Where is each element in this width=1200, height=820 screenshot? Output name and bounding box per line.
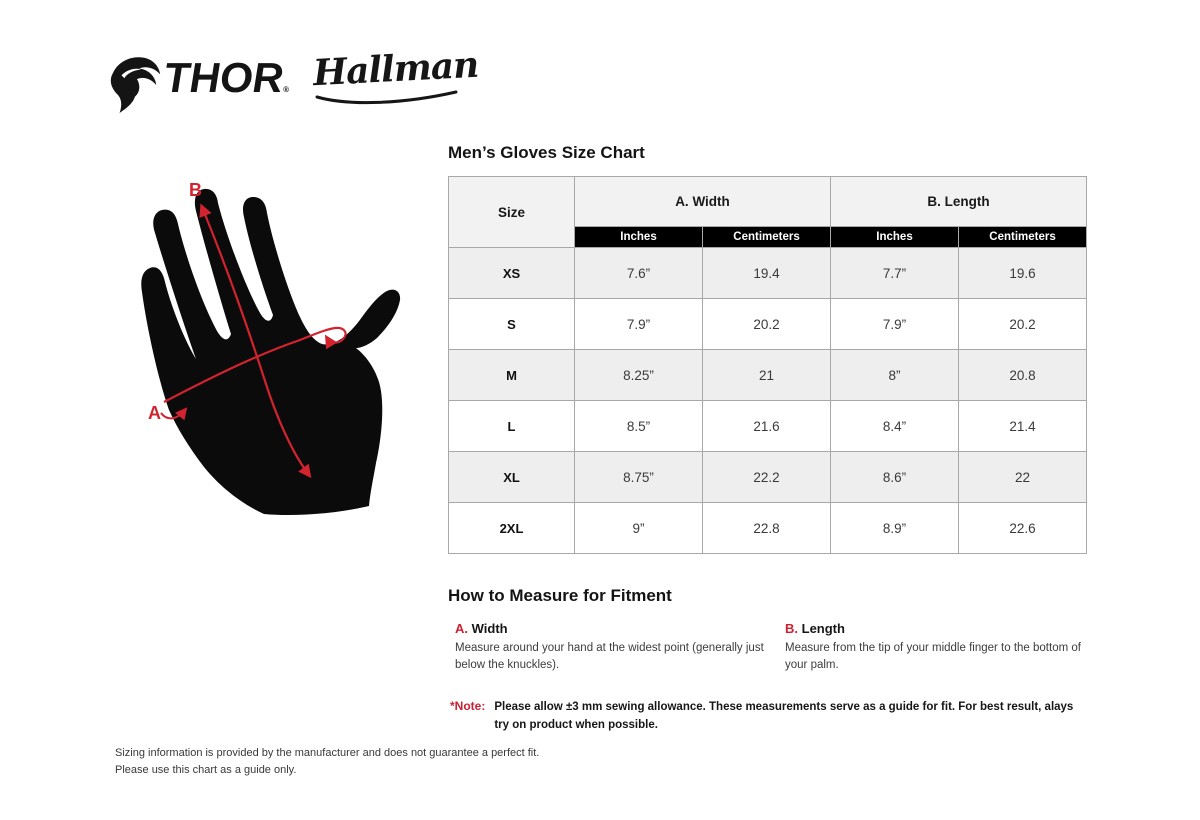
size-table-head [449,177,1087,248]
measure-width-heading [455,621,778,636]
note-row [448,699,1086,735]
measure-width-letter: A. [455,621,468,636]
table-row [449,350,1087,401]
hallman-logo [311,43,480,110]
figure-label-b: B [189,180,202,200]
col-header-length-inches: Inches [831,227,959,248]
measure-width-section [448,621,778,673]
thor-goat-icon [106,53,164,115]
value-cell: 19.6 [959,248,1087,299]
size-table-body [449,248,1087,554]
value-cell: 22.2 [703,452,831,503]
thor-logo [106,46,289,122]
size-cell: XS [449,248,575,299]
value-cell: 8.5” [575,401,703,452]
thor-wordmark: THOR® [162,54,290,101]
brand-row [106,43,480,122]
size-chart-table [448,176,1087,554]
value-cell: 20.2 [703,299,831,350]
measure-length-section [778,621,1086,673]
table-row [449,401,1087,452]
hallman-wordmark: Hallman [311,43,480,95]
how-to-measure-columns [448,621,1086,673]
value-cell: 19.4 [703,248,831,299]
measure-length-description: Measure from the tip of your middle finger to the bottom of your palm. [785,642,1081,671]
size-cell: S [449,299,575,350]
how-to-measure-title: How to Measure for Fitment [448,586,672,605]
hallman-flourish [311,90,461,108]
value-cell: 8.6” [831,452,959,503]
value-cell: 20.8 [959,350,1087,401]
col-header-width: A. Width [575,177,831,227]
size-cell: 2XL [449,503,575,554]
value-cell: 21.4 [959,401,1087,452]
size-cell: L [449,401,575,452]
table-row [449,299,1087,350]
value-cell: 22 [959,452,1087,503]
table-row [449,503,1087,554]
footer-line-2: Please use this chart as a guide only. [115,764,297,777]
value-cell: 8.25” [575,350,703,401]
value-cell: 21.6 [703,401,831,452]
glove-measurement-figure [115,148,450,580]
col-header-width-inches: Inches [575,227,703,248]
col-header-width-centimeters: Centimeters [703,227,831,248]
value-cell: 8.75” [575,452,703,503]
note-label: *Note: [450,699,486,714]
value-cell: 7.9” [575,299,703,350]
footer-disclaimer [115,745,539,779]
value-cell: 22.6 [959,503,1087,554]
value-cell: 7.9” [831,299,959,350]
value-cell: 8.9” [831,503,959,554]
value-cell: 21 [703,350,831,401]
size-cell: XL [449,452,575,503]
col-header-length-centimeters: Centimeters [959,227,1087,248]
table-row [449,452,1087,503]
measure-width-description: Measure around your hand at the widest point (generally just below the knuckles). [455,642,764,671]
registered-mark: ® [283,85,290,94]
table-row [449,248,1087,299]
col-header-size: Size [449,177,575,248]
note-text: Please allow ±3 mm sewing allowance. These measurements serve as a guide for fit. For best result, alays try on product when possible. [494,701,1074,732]
value-cell: 22.8 [703,503,831,554]
value-cell: 7.7” [831,248,959,299]
value-cell: 7.6” [575,248,703,299]
measure-width-name: Width [471,621,508,636]
measure-length-name: Length [801,621,845,636]
value-cell: 20.2 [959,299,1087,350]
value-cell: 9” [575,503,703,554]
value-cell: 8” [831,350,959,401]
figure-label-a: A [148,403,161,423]
size-chart-title: Men’s Gloves Size Chart [448,143,645,162]
measure-length-letter: B. [785,621,798,636]
footer-line-1: Sizing information is provided by the manufacturer and does not guarantee a perfect fit. [115,747,540,759]
value-cell: 8.4” [831,401,959,452]
measure-length-heading [785,621,1086,636]
col-header-length: B. Length [831,177,1087,227]
size-cell: M [449,350,575,401]
main-content [448,140,1086,735]
